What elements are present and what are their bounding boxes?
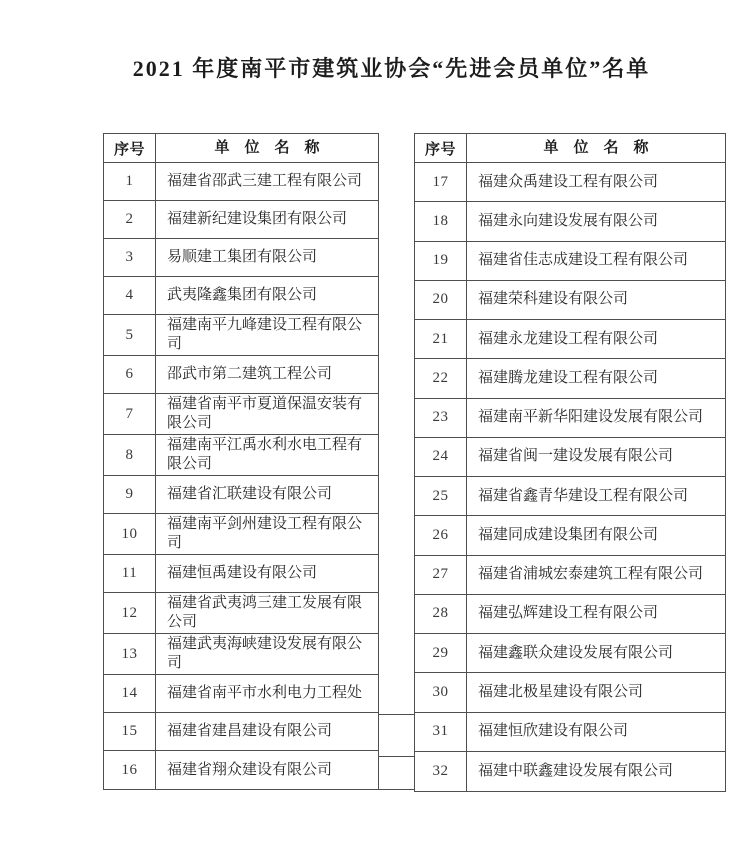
serial-cell: 4 bbox=[104, 277, 156, 314]
table-row bbox=[415, 281, 725, 320]
serial-cell: 29 bbox=[415, 634, 467, 672]
company-name-cell: 福建众禹建设工程有限公司 bbox=[478, 173, 659, 190]
serial-cell: 30 bbox=[415, 673, 467, 711]
table-row bbox=[415, 477, 725, 516]
company-name-cell: 福建恒欣建设有限公司 bbox=[478, 723, 629, 740]
column-header-name: 单 位 名 称 bbox=[543, 139, 649, 156]
company-name-cell: 邵武市第二建筑工程公司 bbox=[167, 366, 333, 382]
serial-cell: 6 bbox=[104, 356, 156, 393]
table-row bbox=[104, 277, 378, 315]
table-row bbox=[104, 394, 378, 435]
company-name-cell: 福建永向建设发展有限公司 bbox=[478, 212, 659, 229]
serial-cell: 9 bbox=[104, 476, 156, 513]
serial-cell: 31 bbox=[415, 713, 467, 751]
serial-cell: 28 bbox=[415, 595, 467, 633]
table-connector-line bbox=[378, 756, 415, 757]
table-row bbox=[104, 634, 378, 675]
table-row bbox=[415, 399, 725, 438]
company-name-cell: 福建恒禹建设有限公司 bbox=[167, 565, 318, 581]
company-name-cell: 福建省浦城宏泰建筑工程有限公司 bbox=[478, 566, 704, 583]
table-row bbox=[415, 202, 725, 241]
table-row bbox=[104, 435, 378, 476]
company-name-cell: 福建新纪建设集团有限公司 bbox=[167, 211, 348, 227]
table-row bbox=[415, 673, 725, 712]
table-row bbox=[104, 356, 378, 394]
serial-cell: 32 bbox=[415, 752, 467, 791]
company-name-cell: 福建省佳志成建设工程有限公司 bbox=[478, 252, 689, 269]
serial-cell: 5 bbox=[104, 315, 156, 355]
table-row bbox=[104, 675, 378, 713]
table-row bbox=[415, 595, 725, 634]
company-name-cell: 易顺建工集团有限公司 bbox=[167, 249, 318, 265]
table-header-row bbox=[104, 134, 378, 163]
table-row bbox=[415, 242, 725, 281]
serial-cell: 22 bbox=[415, 359, 467, 397]
serial-cell: 1 bbox=[104, 163, 156, 200]
table-row bbox=[104, 514, 378, 555]
table-connector-line bbox=[378, 714, 415, 715]
member-table-right bbox=[414, 133, 726, 792]
serial-cell: 27 bbox=[415, 556, 467, 594]
serial-cell: 2 bbox=[104, 201, 156, 238]
table-row bbox=[104, 476, 378, 514]
table-row bbox=[104, 555, 378, 593]
serial-cell: 16 bbox=[104, 751, 156, 789]
company-name-cell: 福建省建昌建设有限公司 bbox=[167, 723, 333, 739]
company-name-cell: 福建武夷海峡建设发展有限公司 bbox=[167, 636, 363, 671]
table-row bbox=[415, 752, 725, 791]
company-name-cell: 福建同成建设集团有限公司 bbox=[478, 526, 659, 543]
column-header-serial: 序号 bbox=[415, 134, 467, 162]
table-row bbox=[104, 239, 378, 277]
serial-cell: 26 bbox=[415, 516, 467, 554]
company-name-cell: 福建中联鑫建设发展有限公司 bbox=[478, 762, 674, 779]
company-name-cell: 福建南平江禹水利水电工程有限公司 bbox=[167, 437, 363, 472]
serial-cell: 10 bbox=[104, 514, 156, 554]
table-connector-line bbox=[378, 789, 415, 790]
company-name-cell: 福建北极星建设有限公司 bbox=[478, 683, 644, 700]
company-name-cell: 福建南平剑州建设工程有限公司 bbox=[167, 516, 363, 551]
page-title: 2021 年度南平市建筑业协会“先进会员单位”名单 bbox=[132, 56, 651, 81]
table-row bbox=[415, 438, 725, 477]
column-header-serial: 序号 bbox=[104, 134, 156, 162]
serial-cell: 17 bbox=[415, 163, 467, 201]
company-name-cell: 福建省武夷鸿三建工发展有限公司 bbox=[167, 595, 363, 630]
company-name-cell: 福建南平九峰建设工程有限公司 bbox=[167, 317, 363, 352]
company-name-cell: 福建省汇联建设有限公司 bbox=[167, 486, 333, 502]
serial-cell: 11 bbox=[104, 555, 156, 592]
serial-cell: 19 bbox=[415, 242, 467, 280]
table-row bbox=[104, 163, 378, 201]
company-name-cell: 福建省鑫青华建设工程有限公司 bbox=[478, 487, 689, 504]
table-header-row bbox=[415, 134, 725, 163]
company-name-cell: 福建鑫联众建设发展有限公司 bbox=[478, 644, 674, 661]
serial-cell: 20 bbox=[415, 281, 467, 319]
serial-cell: 25 bbox=[415, 477, 467, 515]
company-name-cell: 福建南平新华阳建设发展有限公司 bbox=[478, 409, 704, 426]
table-row bbox=[104, 713, 378, 751]
serial-cell: 13 bbox=[104, 634, 156, 674]
company-name-cell: 福建弘辉建设工程有限公司 bbox=[478, 605, 659, 622]
serial-cell: 24 bbox=[415, 438, 467, 476]
serial-cell: 3 bbox=[104, 239, 156, 276]
serial-cell: 8 bbox=[104, 435, 156, 475]
company-name-cell: 福建省翔众建设有限公司 bbox=[167, 761, 333, 778]
table-row bbox=[415, 163, 725, 202]
table-row bbox=[415, 320, 725, 359]
column-header-name: 单 位 名 称 bbox=[214, 139, 320, 156]
serial-cell: 21 bbox=[415, 320, 467, 358]
table-row bbox=[415, 556, 725, 595]
table-row bbox=[104, 315, 378, 356]
company-name-cell: 福建省闽一建设发展有限公司 bbox=[478, 448, 674, 465]
serial-cell: 18 bbox=[415, 202, 467, 240]
serial-cell: 23 bbox=[415, 399, 467, 437]
table-row bbox=[415, 634, 725, 673]
table-row bbox=[415, 713, 725, 752]
serial-cell: 7 bbox=[104, 394, 156, 434]
serial-cell: 15 bbox=[104, 713, 156, 750]
serial-cell: 12 bbox=[104, 593, 156, 633]
table-row bbox=[415, 359, 725, 398]
table-row bbox=[104, 751, 378, 789]
company-name-cell: 福建荣科建设有限公司 bbox=[478, 291, 629, 308]
company-name-cell: 福建省南平市夏道保温安装有限公司 bbox=[167, 396, 363, 431]
company-name-cell: 武夷隆鑫集团有限公司 bbox=[167, 287, 318, 303]
table-row bbox=[104, 593, 378, 634]
company-name-cell: 福建省南平市水利电力工程处 bbox=[167, 685, 363, 701]
company-name-cell: 福建永龙建设工程有限公司 bbox=[478, 330, 659, 347]
serial-cell: 14 bbox=[104, 675, 156, 712]
table-row bbox=[415, 516, 725, 555]
company-name-cell: 福建省邵武三建工程有限公司 bbox=[167, 173, 363, 189]
member-table-left bbox=[103, 133, 379, 790]
company-name-cell: 福建腾龙建设工程有限公司 bbox=[478, 369, 659, 386]
table-row bbox=[104, 201, 378, 239]
